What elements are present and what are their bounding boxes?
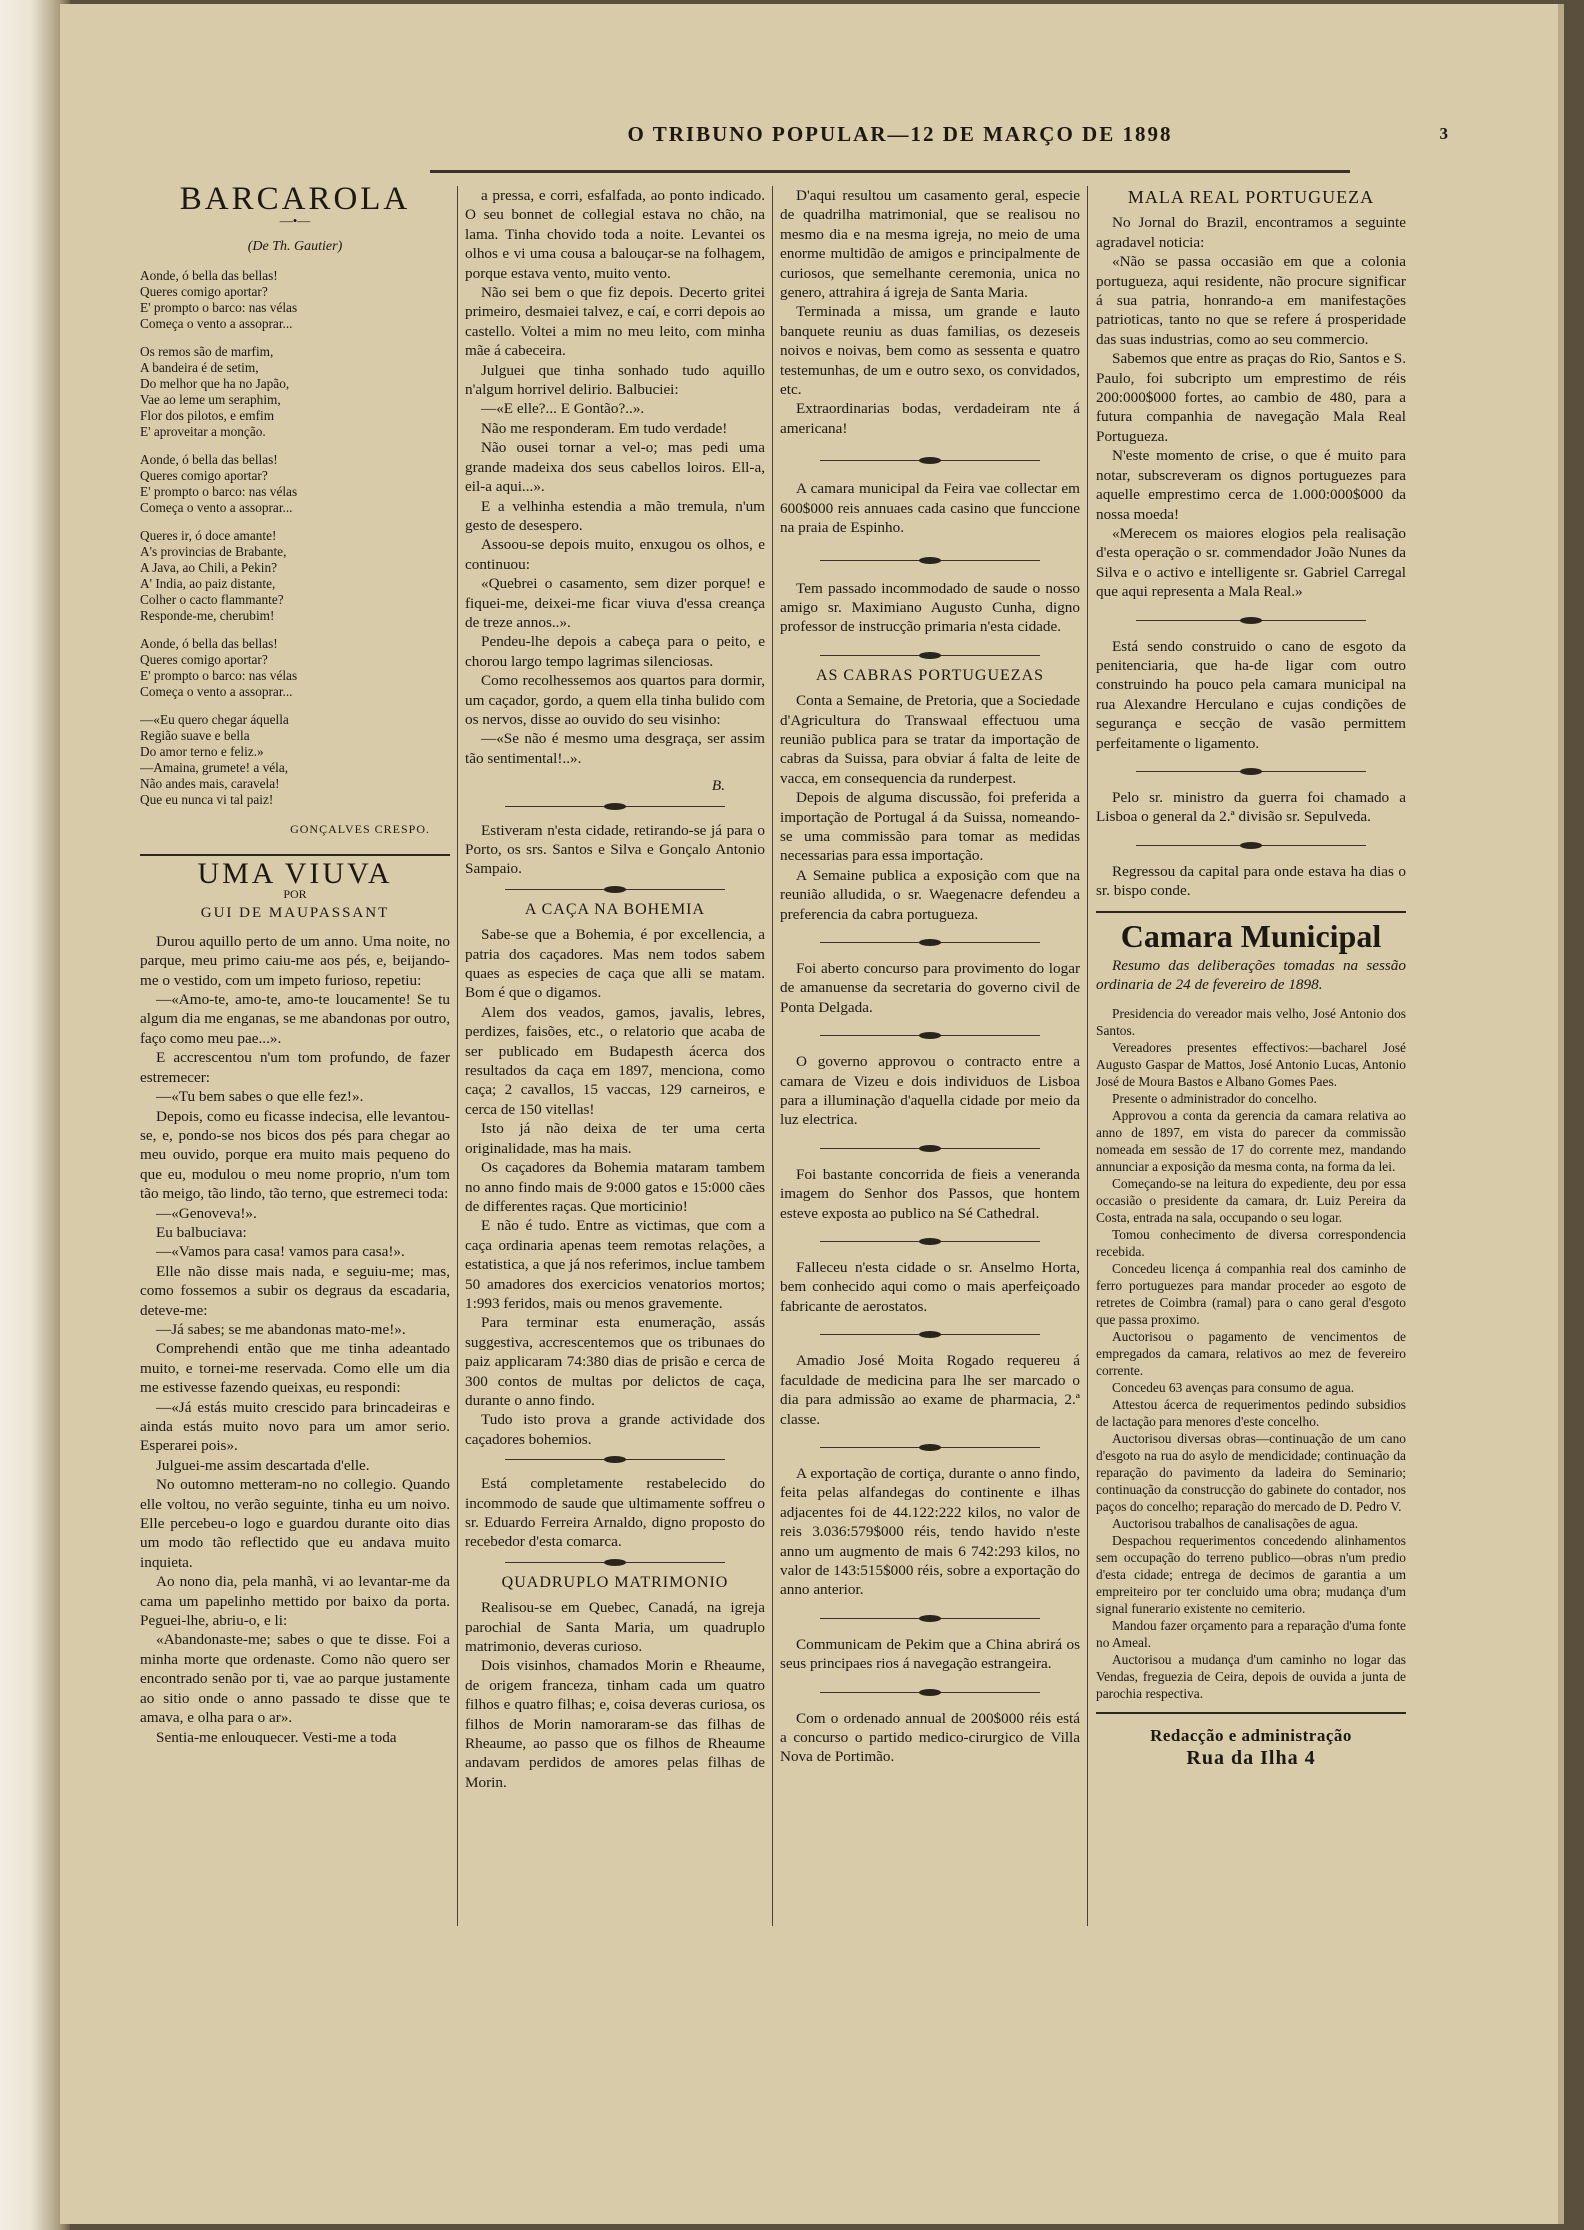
story-paragraph: —«Vamos para casa! vamos para casa!». (156, 1243, 405, 1261)
note-rogado: Amadio José Moita Rogado requereu á faculdade de medicina para lhe ser marcado o dia para admissão ao exame de pharmacia, 2.ª classe. (780, 1352, 1080, 1428)
story-paragraph: —«Se não é mesmo uma desgraça, ser assim tão sentimental!..». (465, 730, 765, 767)
viuva-signature: B. (711, 777, 725, 795)
poem-line: A's provincias de Brabante, (140, 544, 287, 560)
poem-line: Colher o cacto flammante? (140, 592, 284, 608)
viuva-author: GUI DE MAUPASSANT (200, 905, 390, 922)
newspaper-page (60, 4, 1564, 2224)
minutes-paragraph: Auctorisou a mudança d'um caminho no logar das Vendas, freguezia de Ceira, depois de ouvida a junta de parochia respectiva. (1096, 1651, 1406, 1701)
note-maximiano: Tem passado incommodado de saude o nosso amigo sr. Maximiano Augusto Cunha, digno professor de instrucção primaria n'esta cidade. (780, 579, 1080, 636)
note-horta: Falleceu n'esta cidade o sr. Anselmo Horta, bem conhecido aqui como o mais aperfeiçoado fabricante de aerostatos. (780, 1259, 1080, 1315)
redacao-address: Rua da Ilha 4 (1186, 1747, 1316, 1770)
story-paragraph: Durou aquillo perto de um anno. Uma noite, no parque, meu primo caiu-me aos pés, e, beijando-me o vestido, com um impeto furioso, repetiu: (140, 932, 450, 989)
story-paragraph: Como recolhessemos aos quartos para dormir, um caçador, gordo, a quem ella tinha bulido com os nervos, disse ao ouvido do seu visinho: (465, 672, 765, 728)
caca-article (465, 925, 765, 1449)
viuva-title: UMA VIUVA (197, 856, 393, 890)
poem-line: Os remos são de marfim, (140, 344, 274, 360)
story-paragraph: Depois, como eu ficasse indecisa, elle levantou-se, e, pondo-se nos bicos dos pés para chegar ao meu ouvido, porque era muito mais pequeno do que eu, modulou o meu nome proprio, n'um tom tão meigo, tão lindo, tão terno, que estremeci toda: (140, 1107, 450, 1203)
story-paragraph: E accrescentou n'um tom profundo, de fazer estremecer: (140, 1049, 450, 1086)
minutes-paragraph: Auctorisou diversas obras—continuação de um cano d'esgoto na rua do asylo de mendicidade; continuação da reparação do pavimento da ladeira do Seminario; continuação da construcção do gabinete do contador, nos paços do concelho; reparação do mercado de D. Pedro V. (1096, 1430, 1406, 1514)
story-paragraph: —«Já estás muito crescido para brincadeiras e ainda estás muito novo para um amor serio. Esperarei pois». (140, 1398, 450, 1455)
article-paragraph: D'aqui resultou um casamento geral, especie de quadrilha matrimonial, que se realisou no mesmo dia e na mesma igreja, no meio de uma enorme multidão de amigos e principalmente de curiosos, que semelhante ceremonia, unica no genero, attrahira á igreja de Santa Maria. (780, 187, 1080, 302)
poem-stanza (140, 268, 450, 332)
mala-title: MALA REAL PORTUGUEZA (1127, 187, 1375, 207)
caca-title: A CAÇA NA BOHEMIA (524, 900, 706, 918)
story-paragraph: Comprehendi então que me tinha adeantado muito, e tornei-me reservada. Como elle um dia me estivesse fazendo queixas, eu respondi: (140, 1340, 450, 1397)
column-3 (780, 186, 1080, 1946)
header-rule (430, 170, 1350, 173)
story-paragraph: No outomno metteram-no no collegio. Quando elle voltou, no verão seguinte, tinha eu um noivo. Elle percebeu-o logo e guardou durante oito dias um modo tão reflectido que eu andava muito inquieta. (140, 1476, 450, 1571)
viuva-por: POR (283, 887, 307, 902)
story-paragraph: E a velhinha estendia a mão tremula, n'um gesto de desespero. (465, 497, 765, 534)
article-paragraph: Sabemos que entre as praças do Rio, Santos e S. Paulo, foi subcripto um emprestimo de réis 200:000$000 fortes, ao cambio de 480, para a futura companhia de navegação Mala Real Portugueza. (1096, 350, 1406, 445)
minutes-paragraph: Attestou ácerca de requerimentos pedindo subsidios de lactação para menores d'este concelho. (1096, 1396, 1406, 1429)
quadruplo-title: QUADRUPLO MATRIMONIO (501, 1573, 729, 1591)
column-2 (465, 186, 765, 1946)
poem-line: Começa o vento a assoprar... (140, 316, 293, 332)
note-passos: Foi bastante concorrida de fieis a veneranda imagem do Senhor dos Passos, que hontem esteve exposta ao publico na Sé Cathedral. (780, 1165, 1080, 1222)
poem-line: Flor dos pilotos, e emfim (140, 408, 275, 424)
story-paragraph: Julguei que tinha sonhado tudo aquillo n'algum horrivel delirio. Balbuciei: (465, 361, 765, 399)
article-paragraph: Terminada a missa, um grande e lauto banquete reuniu as duas familias, os dezeseis noivos e noivas, bem como as sessenta e quatro testemunhas, de um e outro sexo, os convidados, etc. (780, 303, 1080, 399)
poem-line: A Java, ao Chili, a Pekin? (140, 560, 278, 576)
article-paragraph: E não é tudo. Entre as victimas, que com a caça ordinaria apenas teem remotas relações, a estatistica, a que já nos referimos, inclue tambem 50 amadores dos exercicios venatorios mortos; 1:993 feridos, mais ou menos gravemente. (465, 1217, 765, 1312)
poem-line: Do melhor que ha no Japão, (140, 376, 290, 392)
poem-line: E' prompto o barco: nas vélas (140, 484, 298, 500)
quadruplo-article (465, 1598, 765, 1792)
story-paragraph: Assoou-se depois muito, enxugou os olhos, e continuou: (465, 536, 765, 573)
poem-line: E' prompto o barco: nas vélas (140, 300, 298, 316)
mala-article (1096, 213, 1406, 601)
camara-subtitle: Resumo das deliberações tomadas na sessão ordinaria de 24 de fevereiro de 1898. (1096, 957, 1406, 994)
note-portimao: Com o ordenado annual de 200$000 réis está a concurso o partido medico-cirurgico de Villa Nova de Portimão. (780, 1709, 1080, 1766)
story-paragraph: —«Genoveva!». (156, 1204, 257, 1222)
minutes-paragraph: Concedeu 63 avenças para consumo de agua. (1112, 1379, 1355, 1395)
poem-stanza (140, 528, 450, 624)
poem-line: Que eu nunca vi tal paiz! (140, 792, 274, 808)
article-paragraph: Tudo isto prova a grande actividade dos caçadores bohemios. (465, 1411, 765, 1448)
column-4 (1096, 186, 1406, 1946)
poem-barcarola (140, 268, 450, 808)
story-paragraph: a pressa, e corri, esfalfada, ao ponto indicado. O seu bonnet de collegial estava no chão, na lama. Tinha chovido toda a noite. Levantei os olhos e vi uma cousa a balouçar-se na folhagem, porque estava vento, muito vento. (465, 187, 765, 282)
article-paragraph: Extraordinarias bodas, verdadeiram nte á americana! (780, 400, 1080, 437)
minutes-paragraph: Auctorisou trabalhos de canalisações de agua. (1112, 1515, 1359, 1531)
minutes-paragraph: Despachou requerimentos concedendo alinhamentos sem occupação do terreno publico—obras n'um predio d'esta cidade; entrega de decimos de garantia a um empreiteiro por ter concluido uma obra; mudança d'um signal funerario existente no cemiterio. (1096, 1532, 1406, 1616)
camara-article (1096, 1005, 1406, 1702)
article-paragraph: Realisou-se em Quebec, Canadá, na igreja parochial de Santa Maria, um quadruplo matrimonio, deveras curioso. (465, 1599, 765, 1656)
note-estiveram: Estiveram n'esta cidade, retirando-se já para o Porto, os srs. Santos e Silva e Gonçalo Antonio Sampaio. (465, 821, 765, 878)
poem-stanza (140, 452, 450, 516)
article-paragraph: «Merecem os maiores elogios pela realisação d'esta operação o sr. commendador João Nunes da Silva e o activo e intelligente sr. Gabriel Carregal que aqui representa a Mala Real.» (1096, 524, 1406, 601)
story-paragraph: Pendeu-lhe depois a cabeça para o peito, e chorou largo tempo lagrimas silenciosas. (465, 633, 765, 670)
article-paragraph: Depois de alguma discussão, foi preferida a importação de Portugal á da Suissa, nomeando-se uma commissão para tomar as medidas necessarias para essa importação. (780, 789, 1080, 865)
poem-line: Queres comigo aportar? (140, 284, 268, 300)
cabras-article (780, 691, 1080, 924)
article-paragraph: «Não se passa occasião em que a colonia portugueza, aqui residente, não procure significar á sua patria, honrando-a em manifestações patrioticas, tanto no que se refere á prosperidade das suas industrias, como ao seu commercio. (1096, 253, 1406, 348)
poem-line: Vae ao leme um seraphim, (140, 392, 281, 408)
article-paragraph: Dois visinhos, chamados Morin e Rheaume, de origem franceza, tinham cada um quatro filhos e quatro filhas; e, coisa deveras curiosa, os filhos de Morin namoraram-se das filhas de Rheaume, ao passo que os filhos de Rheaume andavam perdidos de amores pelas filhas de Morin. (465, 1657, 765, 1791)
barcarola-title: BARCAROLA (179, 186, 411, 217)
poem-line: Aonde, ó bella das bellas! (140, 452, 278, 468)
viuva-story (140, 932, 450, 1747)
poem-signature: GONÇALVES CRESPO. (290, 822, 430, 837)
poem-line: Aonde, ó bella das bellas! (140, 636, 278, 652)
story-paragraph: —«Amo-te, amo-te, amo-te loucamente! Se tu algum dia me enganas, se me abandonas por outro, faço como meu pae...». (140, 991, 450, 1047)
article-paragraph: Conta a Semaine, de Pretoria, que a Sociedade d'Agricultura do Transwaal effectuou uma reunião publica para se tratar da importação de cabras da Suissa, para obviar á falta de leite de vacca, em consequencia da runderpest. (780, 692, 1080, 787)
note-guerra: Pelo sr. ministro da guerra foi chamado a Lisboa o general da 2.ª divisão sr. Sepulveda. (1096, 788, 1406, 826)
quadruplo-article-continued (780, 186, 1080, 438)
poem-line: —«Eu quero chegar áquella (140, 712, 289, 728)
poem-line: E' prompto o barco: nas vélas (140, 668, 298, 684)
story-paragraph: Eu balbuciava: (156, 1223, 247, 1241)
article-paragraph: No Jornal do Brazil, encontramos a seguinte agradavel noticia: (1096, 214, 1406, 251)
note-concurso: Foi aberto concurso para provimento do logar de amanuense da secretaria do governo civil de Ponta Delgada. (780, 960, 1080, 1016)
camara-title: Camara Municipal (1120, 917, 1382, 954)
barcarola-author: (De Th. Gautier) (247, 238, 343, 254)
poem-line: A' India, ao paiz distante, (140, 576, 276, 592)
poem-stanza (140, 712, 450, 808)
minutes-paragraph: Concedeu licença á companhia real dos caminho de ferro portuguezes para mandar proceder ao esgoto de retretes de Coimbra (ramal) para o cano geral d'esgoto que passa proximo. (1096, 1260, 1406, 1327)
poem-line: Do amor terno e feliz.» (140, 744, 264, 760)
story-paragraph: —«E elle?... E Gontão?..». (481, 400, 645, 418)
poem-line: Queres comigo aportar? (140, 468, 268, 484)
note-penitenciaria: Está sendo construido o cano de esgoto da penitenciaria, que ha-de ligar com outro construindo ha pouco pela camara municipal na rua Alexandre Herculano e cujas condições de segurança e secção de vasão permittem perfeitamente o ligamento. (1096, 637, 1406, 752)
story-paragraph: Não me responderam. Em tudo verdade! (481, 419, 728, 437)
story-paragraph: Ao nono dia, pela manhã, vi ao levantar-me da cama um papelinho mettido por baixo da porta. Peguei-lhe, abriu-o, e li: (140, 1573, 450, 1630)
poem-line: Queres comigo aportar? (140, 652, 268, 668)
article-paragraph: Alem dos veados, gamos, javalis, lebres, perdizes, faisões, etc., o relatorio que acaba de ser publicado em Budapesth ácerca dos resultados da caça em 1897, menciona, como caça; 2 cavallos, 15 vaccas, 129 carneiros, e cerca de 150 vitellas! (465, 1003, 765, 1118)
page-number: 3 (1439, 124, 1448, 143)
story-paragraph: «Abandonaste-me; sabes o que te disse. Foi a minha morte que ordenaste. Como não quero ser encontrado senão por ti, vae ao parque justamente ao sitio onde o anno passado te disse que te amava, e olha para o ar». (140, 1631, 450, 1727)
viuva-story-continued (465, 186, 765, 768)
minutes-paragraph: Approvou a conta da gerencia da camara relativa ao anno de 1897, em vista do parecer da commissão nomeada em sessão de 17 do corrente mez, mandando annunciar a exposição da mesma conta, na forma da lei. (1096, 1107, 1406, 1174)
story-paragraph: Elle não disse mais nada, e seguiu-me; mas, como fossemos a subir os degraus da escadaria, deteve-me: (140, 1262, 450, 1319)
poem-line: Aonde, ó bella das bellas! (140, 268, 278, 284)
story-paragraph: Sentia-me enlouquecer. Vesti-me a toda (156, 1728, 397, 1746)
note-feira: A camara municipal da Feira vae collectar em 600$000 reis annuaes cada casino que funccione na praia de Espinho. (780, 480, 1080, 537)
poem-line: Começa o vento a assoprar... (140, 500, 293, 516)
minutes-paragraph: Presidencia do vereador mais velho, José Antonio dos Santos. (1096, 1005, 1406, 1038)
note-cortica: A exportação de cortiça, durante o anno findo, feita pelas alfandegas do continente e ilhas adjacentes foi de 44.122:222 kilos, no valor de reis 3.036:579$000 réis, tendo havido n'este anno um augmento de mais 6 742:293 kilos, no valor de 143:515$000 réis, sobre a exportação do anno anterior. (780, 1464, 1080, 1599)
redacao-label: Redacção e administração (1150, 1725, 1352, 1745)
article-paragraph: Para terminar esta enumeração, assás suggestiva, accrescentemos que os tribunaes do paiz applicaram 74:380 dias de prisão e cerca de 300 contos de multas por delictos de caça, durante o anno findo. (465, 1314, 765, 1409)
minutes-paragraph: Tomou conhecimento de diversa correspondencia recebida. (1096, 1226, 1406, 1259)
poem-line: A bandeira é de setim, (140, 360, 259, 376)
poem-stanza (140, 636, 450, 700)
minutes-paragraph: Começando-se na leitura do expediente, deu por essa occasião o presidente da camara, dr. Luiz Pereira da Costa, entrada na sala, occupando o seu logar. (1096, 1175, 1406, 1225)
story-paragraph: —«Tu bem sabes o que elle fez!». (156, 1088, 364, 1106)
note-vizeu: O governo approvou o contracto entre a camara de Vizeu e dois individuos de Lisboa para a illuminação d'aquella cidade por meio da luz electrica. (780, 1053, 1080, 1129)
poem-line: Começa o vento a assoprar... (140, 684, 293, 700)
note-restabelecido: Está completamente restabelecido do incommodo de saude que ultimamente soffreu o sr. Eduardo Ferreira Arnaldo, digno proposto do recebedor d'esta comarca. (465, 1475, 765, 1551)
story-paragraph: Julguei-me assim descartada d'elle. (156, 1456, 370, 1474)
minutes-paragraph: Auctorisou o pagamento de vencimentos de empregados da camara, relativos ao mez de fevereiro corrente. (1096, 1328, 1406, 1378)
note-pekim: Communicam de Pekim que a China abrirá os seus principaes rios á navegação estrangeira. (780, 1635, 1080, 1673)
poem-stanza (140, 344, 450, 440)
minutes-paragraph: Presente o administrador do concelho. (1112, 1090, 1317, 1106)
poem-line: Região suave e bella (140, 728, 250, 744)
article-paragraph: A Semaine publica a exposição com que na reunião alludida, o sr. Waegenacre defendeu a preferencia da cabra portugueza. (780, 866, 1080, 923)
poem-line: Queres ir, ó doce amante! (140, 528, 277, 544)
column-1: BARCAROLA —•— (De Th. Gautier) Aonde, ó bella das bellas! Queres comigo aportar? E' prompto o barco: nas vélas Começa o vento a assoprar... Os remos são de marfim, A bandeira é de setim, Do melhor que ha no Japão, Vae ao leme um seraphim, Flor dos pilotos, e emfim E' aproveitar a monção. Aonde, ó bella das bellas! Queres comigo aportar? E' prompto o barco: nas vélas Começa o vento a assoprar... Queres ir, ó doce amante! A's provincias de Brabante, A Java, ao Chili, a Pekin? A' India, ao paiz distante, Colher o cacto flammante? Responde-me, cherubim! Aonde, ó bella das bellas! Queres comigo aportar? E' prompto o barco: nas vélas Começa o vento a assoprar... —«Eu quero chegar áquella Região suave e bella Do amor terno e feliz.» —Amaina, grumete! a véla, Não andes mais, caravela! Que eu nunca vi tal paiz! GONÇALVES CRESPO. UMA VIUVA POR GUI DE MAUPASSANT Durou aquillo perto de um anno. Uma noite, no parque, meu primo caiu-me aos pés, e, beijando-me o vestido, com um impeto furioso, repetiu: —«Amo-te, amo-te, amo-te loucamente! Se tu algum dia me enganas, se me abandonas por outro, faço como meu pae...». E accrescentou n'um tom profundo, de fazer estremecer: —«Tu bem sabes o que elle fez!». Depois, como eu ficasse indecisa, elle levantou-se, e, pondo-se nos bicos dos pés para chegar ao meu ouvido, porque era muito mais pequeno do que eu, modulou o meu nome proprio, n'um tom tão meigo, tão lindo, tão terno, que estremeci toda: —«Genoveva!». Eu balbuciava: —«Vamos para casa! vamos para casa!». Elle não disse mais nada, e seguiu-me; mas, como fossemos a subir os degraus da escadaria, deteve-me: —Já sabes; se me abandonas mato-me!». Comprehendi então que me tinha adeantado muito, e tornei-me reservada. Como elle um dia me estivesse fazendo queixas, eu respondi: —«Já estás muito crescido para brincadeiras e ainda estás muito novo para um amor serio. Esperarei pois». Julguei-me assim descartada d'elle. No outomno metteram-no no collegio. Quando elle voltou, no verão seguinte, tinha eu um noivo. Elle percebeu-o logo e guardou durante oito dias um modo tão reflectido que eu andava muito inquieta. Ao nono dia, pela manhã, vi ao levantar-me da cama um papelinho mettido por baixo da porta. Peguei-lhe, abriu-o, e li: «Abandonaste-me; sabes o que te disse. Foi a minha morte que ordenaste. Como não quero ser encontrado senão por ti, vae ao parque justamente ao sitio onde o anno passado te disse que te amava, e olha para o ar». Sentia-me enlouquecer. Vesti-me a toda (140, 186, 450, 1746)
article-paragraph: Isto já não deixa de ter uma certa originalidade, mas ha mais. (465, 1120, 765, 1157)
poem-line: Responde-me, cherubim! (140, 608, 275, 624)
article-paragraph: Sabe-se que a Bohemia, é por excellencia, a patria dos caçadores. Mas nem todos sabem quaes as especies de caça que alli se matam. Bom é que o digamos. (465, 926, 765, 1002)
masthead-title: O TRIBUNO POPULAR—12 DE MARÇO DE 1898 (627, 122, 1173, 146)
article-paragraph: N'este momento de crise, o que é muito para notar, subscreveram os dignos portuguezes para aquelle emprestimo cerca de 1.000:000$000 da nossa moeda! (1096, 447, 1406, 523)
minutes-paragraph: Vereadores presentes effectivos:—bacharel José Augusto Gaspar de Mattos, José Antonio Lucas, Antonio José de Moura Bastos e Albano Gomes Paes. (1096, 1039, 1406, 1089)
poem-line: Não andes mais, caravela! (140, 776, 280, 792)
note-bispo: Regressou da capital para onde estava ha dias o sr. bispo conde. (1096, 862, 1406, 900)
minutes-paragraph: Mandou fazer orçamento para a reparação d'uma fonte no Ameal. (1096, 1617, 1406, 1650)
story-paragraph: «Quebrei o casamento, sem dizer porque! e fiquei-me, deixei-me ficar viuva d'essa creança de treze annos..». (465, 575, 765, 631)
cabras-title: AS CABRAS PORTUGUEZAS (815, 666, 1045, 684)
story-paragraph: Não sei bem o que fiz depois. Decerto gritei primeiro, desmaiei talvez, e caí, e corri depois ao castello. Voltei a mim no meu leito, com minha mãe á cabeceira. (465, 284, 765, 360)
story-paragraph: Não ousei tornar a vel-o; mas pedi uma grande madeixa dos seus cabellos loiros. Ell-a, eil-a aqui...». (465, 439, 765, 496)
poem-line: —Amaina, grumete! a véla, (140, 760, 289, 776)
poem-line: E' aproveitar a monção. (140, 424, 266, 440)
article-paragraph: Os caçadores da Bohemia mataram tambem no anno findo mais de 9:000 gatos e 15:000 cães de differentes raças. Que morticinio! (465, 1159, 765, 1215)
story-paragraph: —Já sabes; se me abandonas mato-me!». (156, 1320, 406, 1338)
